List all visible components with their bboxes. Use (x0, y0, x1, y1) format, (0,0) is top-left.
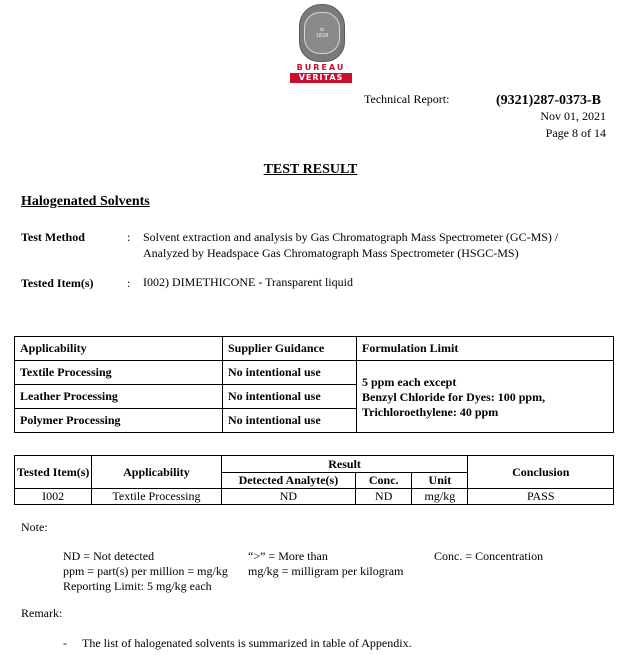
header-unit: Unit (412, 473, 468, 489)
section-title: Halogenated Solvents (21, 194, 150, 209)
note-column-3 (434, 549, 543, 564)
logo-brand-bottom: VERITAS (290, 73, 352, 83)
header-supplier-guidance: Supplier Guidance (223, 337, 357, 361)
remark-bullet: - (63, 636, 67, 650)
report-label: Technical Report: (364, 92, 450, 106)
limit-line-1: 5 ppm each except (362, 375, 457, 389)
note-item: Conc. = Concentration (434, 549, 544, 563)
report-date: Nov 01, 2021 (540, 109, 606, 123)
remark-label: Remark: (21, 606, 63, 620)
test-method-label: Test Method (21, 230, 85, 244)
guidance-header-row (15, 337, 614, 361)
result-header-row-1 (15, 456, 614, 473)
report-number: (9321)287-0373-B (496, 93, 601, 108)
note-label: Note: (21, 520, 48, 534)
limit-line-3: Trichloroethylene: 40 ppm (362, 405, 499, 419)
tested-item-value: I002) DIMETHICONE - Transparent liquid (143, 275, 353, 289)
table-row (15, 489, 614, 505)
note-column-2 (248, 549, 403, 579)
result-analyte-cell: ND (221, 489, 355, 505)
guidance-cell: No intentional use (223, 385, 357, 409)
result-unit-cell: mg/kg (412, 489, 468, 505)
page-number: Page 8 of 14 (545, 126, 606, 140)
guidance-cell: No intentional use (223, 409, 357, 433)
note-item: Reporting Limit: 5 mg/kg each (63, 579, 212, 593)
header-formulation-limit: Formulation Limit (357, 337, 614, 361)
logo-brand-top: BUREAU (290, 63, 352, 73)
tested-item-colon: : (127, 276, 131, 290)
table-row (15, 361, 614, 385)
result-item-cell: I002 (15, 489, 92, 505)
header-result: Result (221, 456, 468, 473)
header-applicability: Applicability (92, 456, 221, 489)
header-conclusion: Conclusion (468, 456, 614, 489)
applicability-cell: Leather Processing (15, 385, 223, 409)
remark-text: The list of halogenated solvents is summarized in table of Appendix. (82, 636, 412, 650)
note-item: ppm = part(s) per million = mg/kg (63, 564, 228, 578)
applicability-cell: Polymer Processing (15, 409, 223, 433)
header-conc: Conc. (356, 473, 412, 489)
test-method-colon: : (127, 230, 131, 244)
formulation-limit-cell (357, 361, 614, 433)
result-applicability-cell: Textile Processing (92, 489, 221, 505)
header-applicability: Applicability (15, 337, 223, 361)
tested-item-label: Tested Item(s) (21, 276, 94, 290)
bureau-veritas-logo (288, 4, 352, 84)
applicability-cell: Textile Processing (15, 361, 223, 385)
note-column-1 (63, 549, 228, 594)
result-conclusion-cell: PASS (468, 489, 614, 505)
guidance-cell: No intentional use (223, 361, 357, 385)
note-item: mg/kg = milligram per kilogram (248, 564, 404, 578)
test-method-line1: Solvent extraction and analysis by Gas Chromatograph Mass Spectrometer (GC-MS) / (143, 230, 559, 244)
guidance-table (14, 336, 614, 433)
seal-inner: ⚖ 1828 (304, 12, 340, 54)
page-title: TEST RESULT (263, 162, 358, 177)
result-table (14, 455, 614, 505)
header-detected-analyte: Detected Analyte(s) (221, 473, 355, 489)
note-item: ND = Not detected (63, 549, 155, 563)
result-conc-cell: ND (356, 489, 412, 505)
note-item: “>” = More than (248, 549, 328, 563)
seal-icon (299, 4, 345, 62)
header-tested-item: Tested Item(s) (15, 456, 92, 489)
test-method-line2: Analyzed by Headspace Gas Chromatograph Mass Spectrometer (HSGC-MS) (143, 246, 519, 260)
limit-line-2: Benzyl Chloride for Dyes: 100 ppm, (362, 390, 546, 404)
